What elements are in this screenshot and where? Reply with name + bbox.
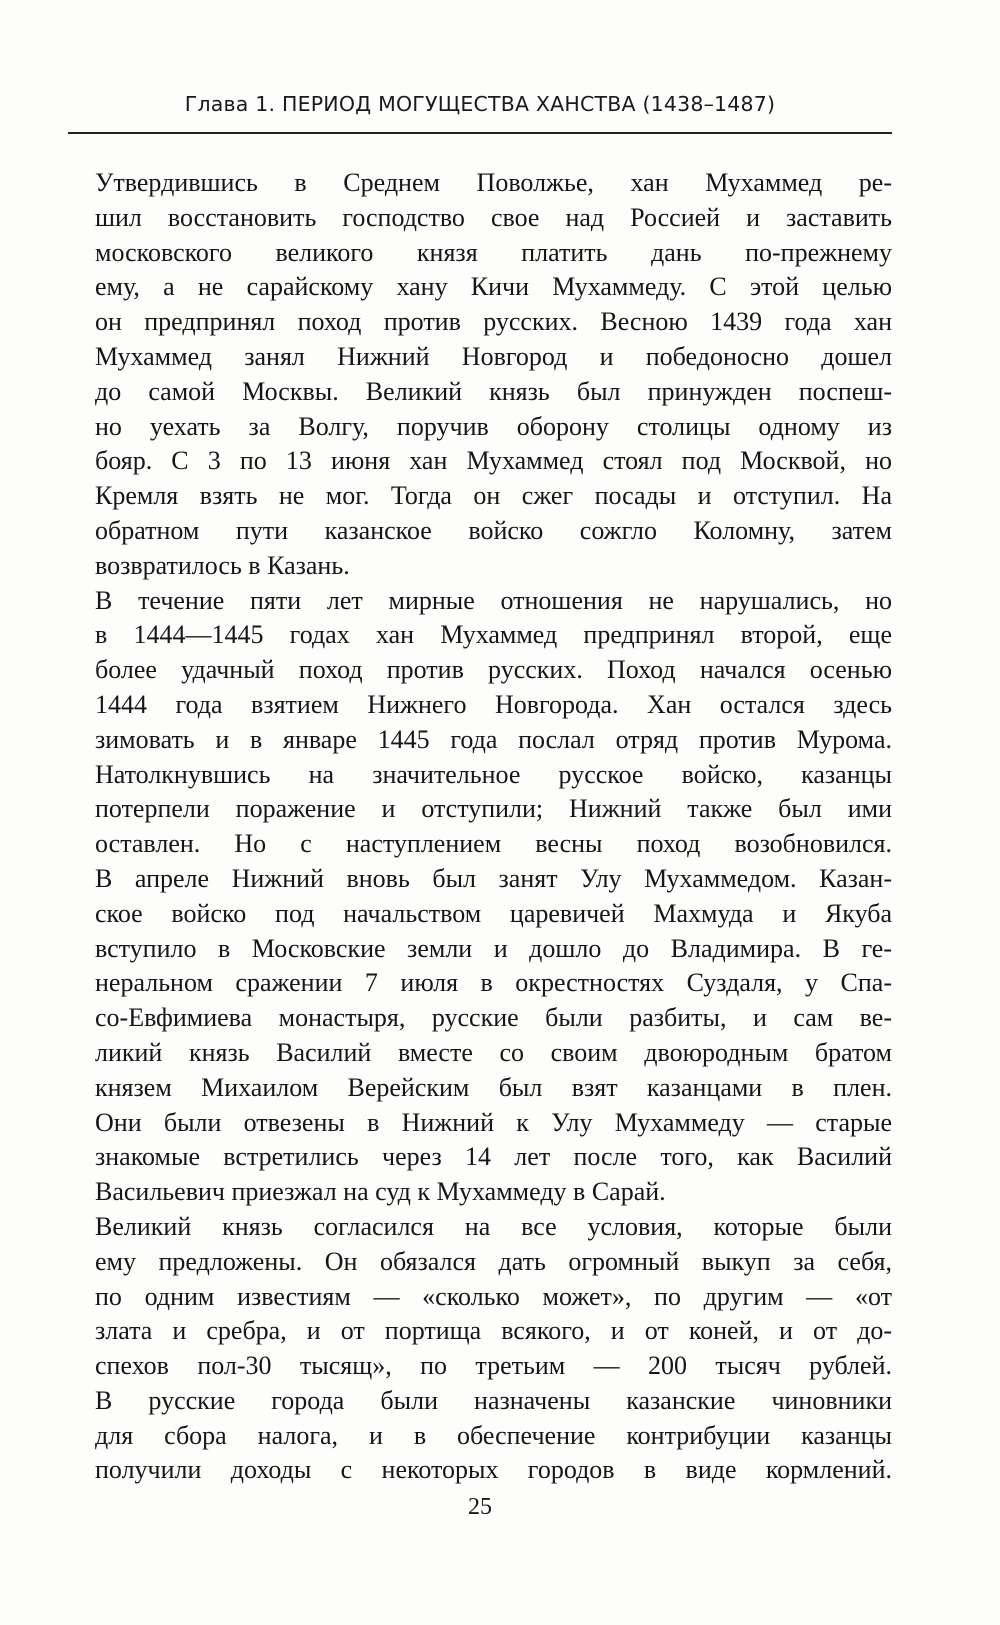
text-line: он предпринял поход против русских. Весною 1439 года хан: [95, 307, 892, 337]
text-line: потерпели поражение и отступили; Нижний также был ими: [95, 794, 892, 824]
text-line: В апреле Нижний вновь был занят Улу Мухаммедом. Казан-: [95, 863, 892, 893]
text-line: знакомые встретились через 14 лет после того, как Василий: [95, 1142, 892, 1172]
text-line: вступило в Московские земли и дошло до Владимира. В ге-: [95, 933, 892, 963]
text-line: возвратилось в Казань.: [95, 550, 350, 580]
text-line: обратном пути казанское войско сожгло Коломну, затем: [95, 515, 892, 545]
text-line: Они были отвезены в Нижний к Улу Мухаммеду — старые: [95, 1107, 892, 1137]
text-line: ликий князь Василий вместе со своим двоюродным братом: [95, 1037, 892, 1067]
text-line: для сбора налога, и в обеспечение контрибуции казанцы: [95, 1420, 892, 1450]
page-number: 25: [468, 1494, 492, 1520]
text-line: В русские города были назначены казанские чиновники: [95, 1385, 892, 1415]
text-line: в 1444—1445 годах хан Мухаммед предпринял второй, еще: [95, 620, 892, 650]
header-rule: [68, 132, 892, 134]
text-line: Кремля взять не мог. Тогда он сжег посады и отступил. На: [95, 481, 892, 511]
text-line: Утвердившись в Среднем Поволжье, хан Мухаммед ре-: [95, 168, 892, 197]
text-line: Васильевич приезжал на суд к Мухаммеду в Сарай.: [95, 1177, 666, 1207]
text-line: по одним известиям — «сколько может», по другим — «от: [95, 1281, 892, 1311]
text-line: бояр. С 3 по 13 июня хан Мухаммед стоял под Москвой, но: [95, 446, 892, 476]
text-line: Великий князь согласился на все условия, которые были: [95, 1211, 892, 1241]
running-head: Глава 1. ПЕРИОД МОГУЩЕСТВА ХАНСТВА (1438–1487): [184, 92, 776, 116]
text-line: со-Евфимиева монастыря, русские были разбиты, и сам ве-: [95, 1003, 892, 1033]
text-line: но уехать за Волгу, поручив оборону столицы одному из: [95, 411, 892, 441]
text-line: более удачный поход против русских. Поход начался осенью: [95, 655, 892, 685]
text-line: московского великого князя платить дань по-прежнему: [95, 237, 892, 267]
paragraph: [68, 1210, 892, 1488]
text-line: ское войско под начальством царевичей Махмуда и Якуба: [95, 898, 892, 928]
text-line: 1444 года взятием Нижнего Новгорода. Хан остался здесь: [95, 689, 892, 719]
body-text: [68, 166, 892, 1488]
text-line: зимовать и в январе 1445 года послал отряд против Мурома.: [95, 724, 892, 754]
text-line: Мухаммед занял Нижний Новгород и победоносно дошел: [95, 341, 892, 371]
text-line: князем Михаилом Верейским был взят казанцами в плен.: [95, 1072, 892, 1102]
text-line: злата и сребра, и от портища всякого, и от коней, и от до-: [95, 1316, 892, 1346]
text-line: до самой Москвы. Великий князь был принужден поспеш-: [95, 376, 892, 406]
text-line: В течение пяти лет мирные отношения не нарушались, но: [95, 585, 892, 615]
text-line: шил восстановить господство свое над Россией и заставить: [95, 202, 892, 232]
text-line: спехов пол-30 тысящ», по третьим — 200 тысяч рублей.: [95, 1351, 892, 1381]
paragraph: [68, 584, 892, 1210]
text-line: неральном сражении 7 июля в окрестностях Суздаля, у Спа-: [95, 968, 892, 998]
text-line: ему предложены. Он обязался дать огромный выкуп за себя,: [95, 1246, 892, 1276]
text-line: Натолкнувшись на значительное русское войско, казанцы: [95, 759, 892, 789]
paragraph: [68, 166, 892, 584]
text-line: оставлен. Но с наступлением весны поход возобновился.: [95, 829, 892, 859]
text-line: ему, а не сарайскому хану Кичи Мухаммеду. С этой целью: [95, 272, 892, 302]
text-line: получили доходы с некоторых городов в виде кормлений.: [95, 1455, 892, 1485]
